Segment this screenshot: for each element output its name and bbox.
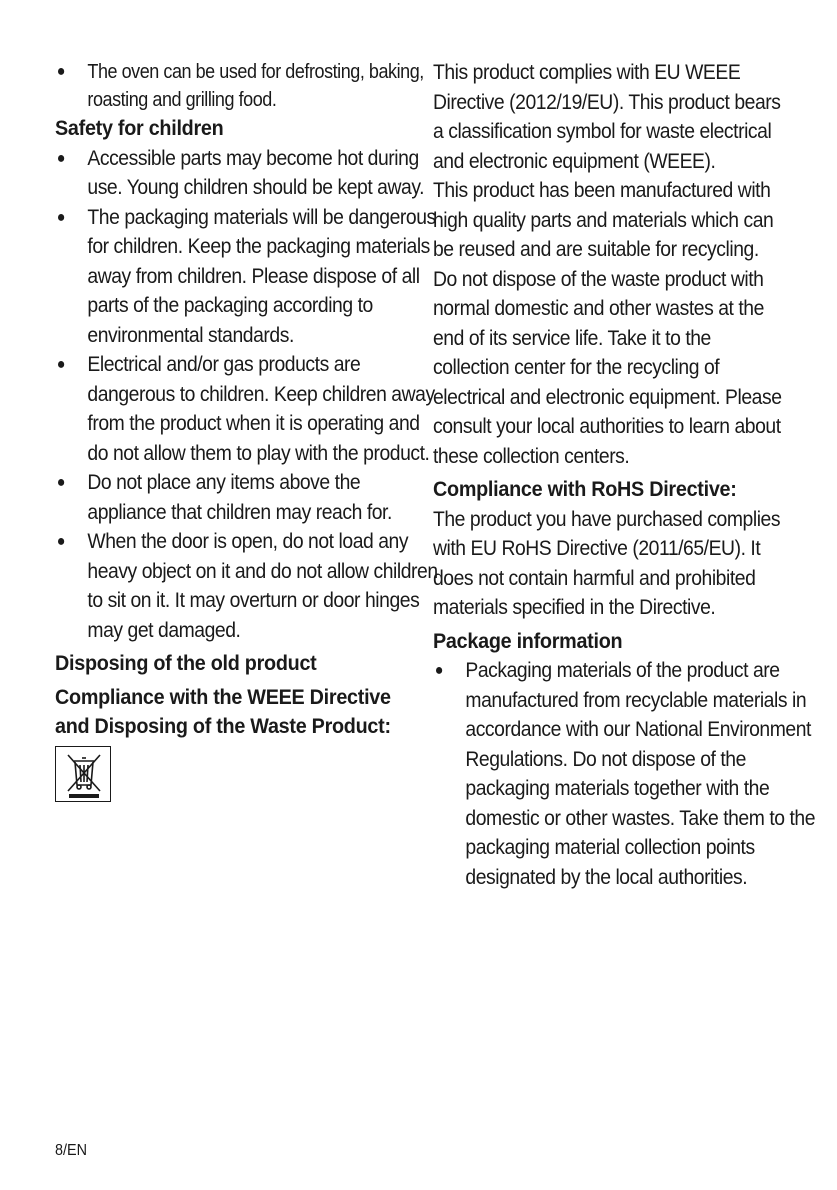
- bullet-icon: ●: [56, 533, 66, 550]
- disposing-heading: Disposing of the old product: [55, 651, 317, 675]
- safety-list: [55, 144, 438, 646]
- bullet-icon: ●: [434, 662, 444, 679]
- intro-bullet-text: The oven can be used for defrosting, baking, roasting and grilling food.: [87, 61, 424, 111]
- safety-bullet-text: The packaging materials will be dangerous for children. Keep the packaging materials away from children. Please dispose of all parts of the packaging according to environmental standards.: [87, 204, 436, 347]
- list-item: [433, 656, 815, 892]
- door-text-not: not: [296, 558, 322, 583]
- left-column: [55, 58, 438, 802]
- intro-list: [55, 58, 424, 114]
- weee-heading: Compliance with the WEEE Directive and Disposing of the Waste Product:: [55, 684, 391, 738]
- bullet-icon: ●: [56, 149, 66, 167]
- list-item: [55, 58, 442, 114]
- list-item: [55, 203, 442, 351]
- rohs-heading: Compliance with RoHS Directive:: [433, 477, 737, 501]
- bullet-icon: ●: [56, 474, 66, 491]
- page-number: 8/EN: [55, 1142, 88, 1159]
- door-text-part: allow children to sit on it. It may overturn or door hinges may get damaged.: [87, 558, 438, 642]
- door-text-part: When the door is open, do: [87, 529, 309, 553]
- right-column: [433, 58, 816, 892]
- bullet-icon: ●: [56, 63, 66, 80]
- bullet-icon: ●: [56, 356, 66, 373]
- door-text-part: load any heavy object on it and do: [87, 529, 409, 583]
- door-text-not: not: [308, 529, 334, 553]
- list-item: [55, 468, 442, 527]
- package-bullet-text: Packaging materials of the product are manufactured from recyclable materials in accordance with our National Environment Regulations. Do not dispose of the packaging materials together with the domestic or other wastes. Take them to the packaging material collection points designated by the local authorities.: [465, 658, 816, 889]
- list-item: [55, 527, 442, 645]
- door-bullet-text: [87, 529, 437, 642]
- package-list: [433, 656, 816, 892]
- safety-heading: Safety for children: [55, 116, 224, 140]
- list-item: [55, 350, 442, 468]
- crossed-out-wheelie-bin-icon: [55, 746, 111, 802]
- weee-paragraph-1: This product complies with EU WEEE Directive (2012/19/EU). This product bears a classification symbol for waste electrical and electronic equipment (WEEE).: [433, 60, 781, 173]
- list-item: [55, 144, 442, 203]
- rohs-paragraph: The product you have purchased complies with EU RoHS Directive (2011/65/EU). It does not contain harmful and prohibited materials specified in the Directive.: [433, 506, 781, 619]
- safety-bullet-text: Electrical and/or gas products are dangerous to children. Keep children away from the product when it is operating and do not allow them to play with the product.: [87, 352, 435, 465]
- package-heading: Package information: [433, 628, 623, 653]
- weee-paragraph-2: This product has been manufactured with high quality parts and materials which can be reused and are suitable for recycling. Do not dispose of the waste product with normal domestic and other wastes at the end of its service life. Take it to the collection center for the recycling of electrical and electronic equipment. Please consult your local authorities to learn about these collection centers.: [433, 178, 782, 468]
- bullet-icon: ●: [56, 208, 66, 226]
- bin-svg: [56, 747, 112, 803]
- safety-bullet-text: Do not place any items above the appliance that children may reach for.: [87, 470, 392, 524]
- safety-bullet-text: Accessible parts may become hot during use. Young children should be kept away.: [87, 145, 425, 199]
